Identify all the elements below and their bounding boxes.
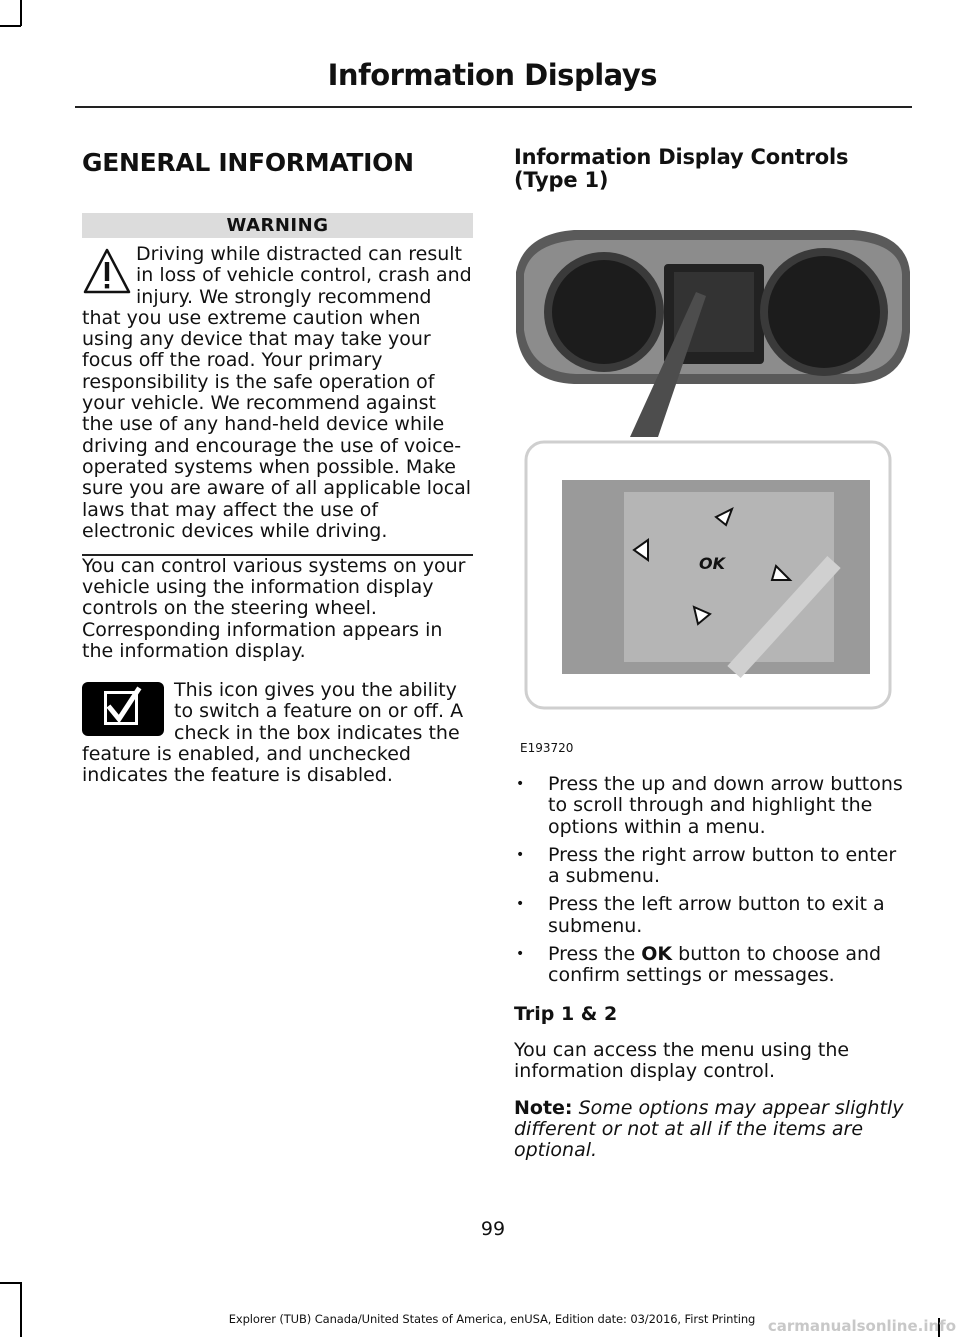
crop-mark bbox=[0, 25, 21, 27]
checkbox-icon bbox=[82, 682, 164, 736]
crop-mark bbox=[0, 1282, 21, 1284]
warning-body bbox=[82, 244, 473, 542]
note-label: Note: bbox=[514, 1096, 573, 1119]
list-item: • Press the left arrow button to exit a submenu. bbox=[514, 894, 912, 937]
list-item: • Press the up and down arrow buttons to scroll through and highlight the options within a menu. bbox=[514, 774, 912, 838]
steering-controls-figure bbox=[514, 212, 912, 762]
header-rule bbox=[75, 106, 912, 108]
check-text: This icon gives you the ability to switch a feature on or off. A check in the box indicates the feature is enabled, and unchecked indicates the feature is disabled. bbox=[82, 679, 464, 787]
page-number: 99 bbox=[480, 1218, 506, 1240]
watermark: carmanualsonline.info bbox=[767, 1317, 956, 1335]
left-column bbox=[82, 148, 473, 787]
footer-edition: Explorer (TUB) Canada/United States of America, enUSA, Edition date: 03/2016, First Printing bbox=[228, 1312, 756, 1326]
trip-title: Trip 1 & 2 bbox=[514, 1003, 618, 1025]
warning-label: WARNING bbox=[82, 213, 473, 238]
section-title: GENERAL INFORMATION bbox=[82, 148, 414, 177]
note-text: Some options may appear slightly different or not at all if the items are optional. bbox=[514, 1096, 904, 1162]
crop-mark bbox=[20, 1282, 22, 1337]
note bbox=[514, 1098, 912, 1162]
figure-ok-label: OK bbox=[699, 554, 725, 573]
intro-paragraph: You can control various systems on your vehicle using the information display controls on the steering wheel. Corresponding information appears in the information display. bbox=[82, 554, 466, 662]
trip-section bbox=[514, 1003, 912, 1161]
warning-text: Driving while distracted can result in loss of vehicle control, crash and injury. We strongly recommend that you use extreme caution when using any device that may take your focus off the road. Your primary responsibility is the safe operation of your vehicle. We recommend against the use of any hand-held device while driving and encourage the use of voice-operated systems when possible. Make sure you are aware of all applicable local laws that may affect the use of electronic devices while driving. bbox=[82, 243, 472, 542]
trip-paragraph: You can access the menu using the information display control. bbox=[514, 1039, 850, 1083]
list-item: • Press the OK button to choose and confirm settings or messages. bbox=[514, 944, 912, 987]
list-item: • Press the right arrow button to enter a submenu. bbox=[514, 845, 912, 888]
instrument-cluster-illustration bbox=[514, 212, 912, 762]
right-column bbox=[514, 146, 912, 762]
check-icon-paragraph bbox=[82, 680, 473, 786]
bullet-list bbox=[514, 774, 912, 994]
figure-id: E193720 bbox=[520, 741, 574, 755]
crop-mark bbox=[20, 0, 22, 26]
page-header-title: Information Displays bbox=[327, 58, 657, 92]
warning-triangle-icon bbox=[82, 246, 136, 298]
sub-title: Information Display Controls (Type 1) bbox=[514, 145, 849, 192]
